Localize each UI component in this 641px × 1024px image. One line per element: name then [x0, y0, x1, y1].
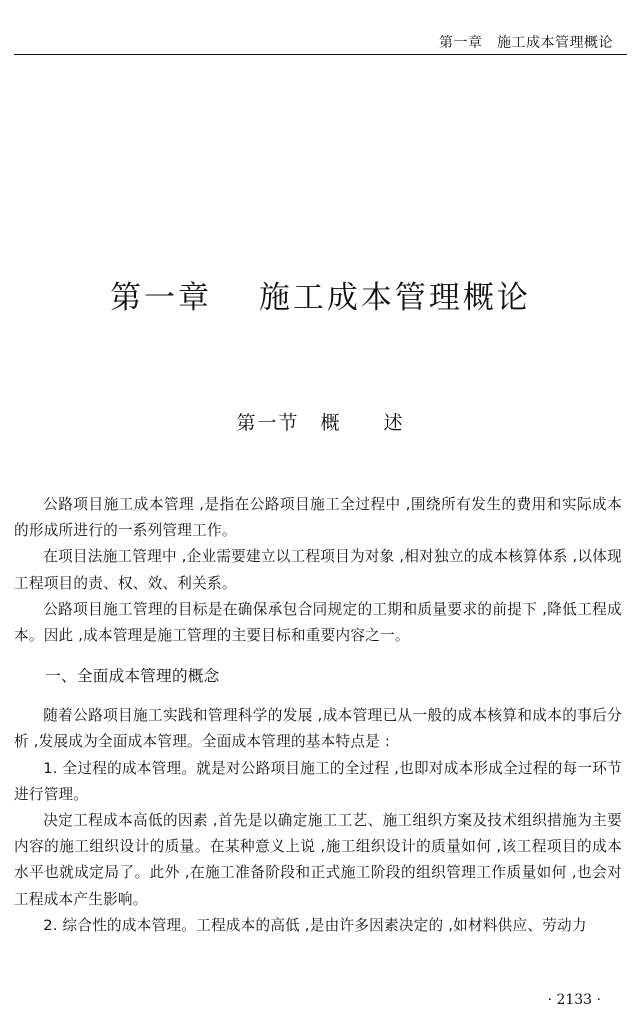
body-text	[14, 492, 622, 939]
paragraph: 公路项目施工成本管理 ,是指在公路项目施工全过程中 ,围绕所有发生的费用和实际成本的形成所进行的一系列管理工作。	[14, 496, 622, 540]
running-header: 第一章 施工成本管理概论	[439, 35, 613, 51]
page-number: · 2133 ·	[547, 992, 601, 1008]
paragraph: 公路项目施工管理的目标是在确保承包合同规定的工期和质量要求的前提下 ,降低工程成本。因此 ,成本管理是施工管理的主要目标和重要内容之一。	[14, 600, 622, 645]
chapter-title: 第一章 施工成本管理概论	[110, 280, 531, 316]
paragraph: 1. 全过程的成本管理。就是对公路项目施工的全过程 ,也即对成本形成全过程的每一环节进行管理。	[14, 759, 622, 803]
paragraph: 在项目法施工管理中 ,企业需要建立以工程项目为对象 ,相对独立的成本核算体系 ,以体现工程项目的责、权、效、利关系。	[14, 548, 622, 592]
paragraph: 决定工程成本高低的因素 ,首先是以确定施工工艺、施工组织方案及技术组织措施为主要内容的施工组织设计的质量。在某种意义上说 ,施工组织设计的质量如何 ,该工程项目的成本水平也就成定局了。此外 ,在施工准备阶段和正式施工阶段的组织管理工作质量如何 ,也会对工程成本产生影响。	[14, 812, 622, 908]
paragraph: 2. 综合性的成本管理。工程成本的高低 ,是由许多因素决定的 ,如材料供应、劳动力	[43, 916, 587, 934]
subsection-heading: 一、全面成本管理的概念	[45, 667, 220, 686]
header-rule	[14, 54, 627, 55]
paragraph: 随着公路项目施工实践和管理科学的发展 ,成本管理已从一般的成本核算和成本的事后分析 ,发展成为全面成本管理。全面成本管理的基本特点是 :	[14, 707, 622, 751]
section-title: 第一节 概 述	[236, 412, 405, 434]
